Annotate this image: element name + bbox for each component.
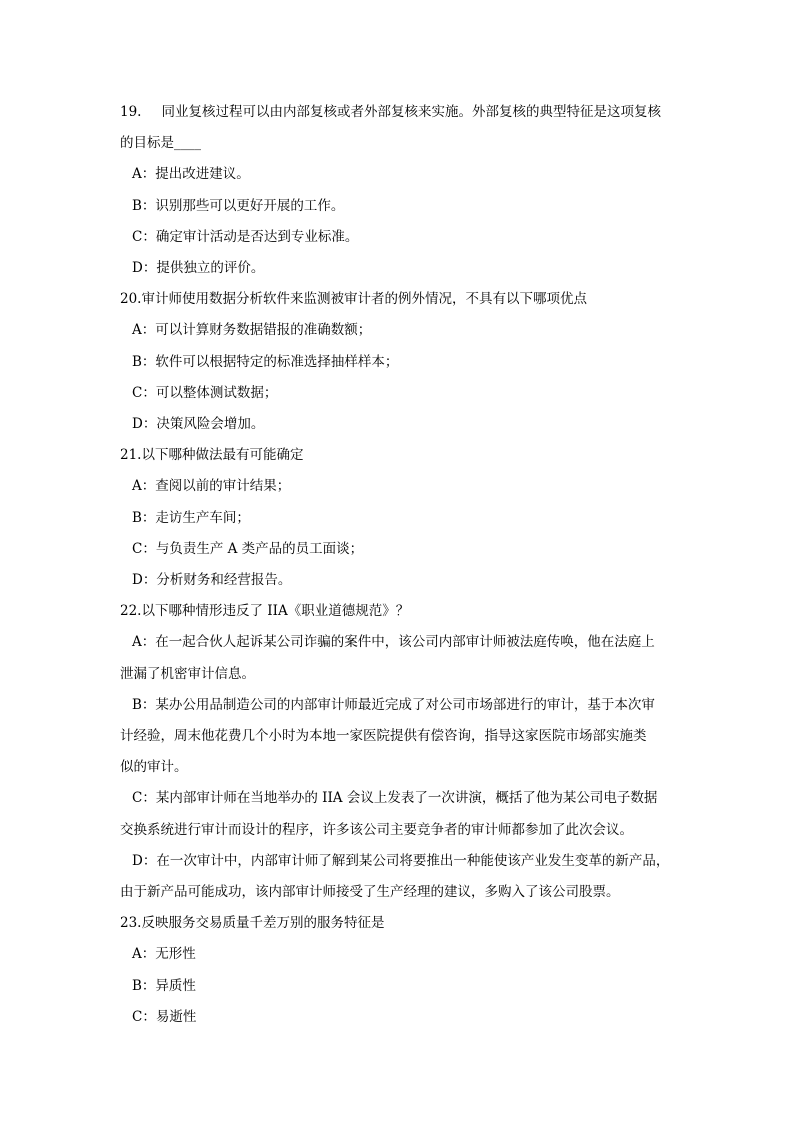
option-a: A：提出改进建议。 bbox=[132, 166, 250, 183]
option-c: C：某内部审计师在当地举办的 IIA 会议上发表了一次讲演，概括了他为某公司电子数据 bbox=[132, 790, 658, 807]
question-stem-line bbox=[120, 97, 686, 128]
option-c: C：与负责生产 A 类产品的员工面谈； bbox=[132, 540, 364, 557]
question-stem-line bbox=[120, 440, 686, 471]
question-stem-text: 以下哪种做法最有可能确定 bbox=[141, 447, 304, 464]
option-b-continuation: 似的审计。 bbox=[120, 759, 188, 776]
option-a: A：在一起合伙人起诉某公司诈骗的案件中，该公司内部审计师被法庭传唤，他在法庭上 bbox=[132, 634, 655, 651]
option-a-continuation: 泄漏了机密审计信息。 bbox=[120, 665, 255, 682]
question-stem-text: 审计师使用数据分析软件来监测被审计者的例外情况，不具有以下哪项优点 bbox=[141, 291, 587, 308]
option-c: C：确定审计活动是否达到专业标准。 bbox=[132, 228, 359, 245]
option-a: A：无形性 bbox=[132, 946, 196, 963]
question-list bbox=[120, 97, 686, 1033]
question-22 bbox=[120, 596, 686, 908]
option-c: C：可以整体测试数据； bbox=[132, 384, 278, 401]
option-d-continuation: 由于新产品可能成功，该内部审计师接受了生产经理的建议，多购入了该公司股票。 bbox=[120, 884, 620, 901]
question-number: 20. bbox=[120, 291, 142, 308]
option-b: B：软件可以根据特定的标准选择抽样样本； bbox=[132, 353, 399, 370]
question-23 bbox=[120, 908, 686, 1033]
question-stem-line: 的目标是____ bbox=[120, 135, 201, 152]
question-number: 23. bbox=[120, 915, 142, 932]
option-d: D：分析财务和经营报告。 bbox=[132, 572, 292, 589]
option-a: A：可以计算财务数据错报的准确数额； bbox=[132, 322, 372, 339]
question-stem-line bbox=[120, 596, 686, 627]
option-c: C：易逝性 bbox=[132, 1008, 197, 1025]
option-a: A：查阅以前的审计结果； bbox=[132, 478, 291, 495]
question-stem-text: 同业复核过程可以由内部复核或者外部复核来实施。外部复核的典型特征是这项复核 bbox=[161, 104, 661, 120]
option-b: B：走访生产车间； bbox=[132, 509, 250, 526]
question-stem-text: 以下哪种情形违反了 IIA《职业道德规范》？ bbox=[141, 603, 410, 620]
question-stem-line bbox=[120, 908, 686, 939]
question-number: 19. bbox=[120, 104, 142, 120]
option-c-continuation: 交换系统进行审计而设计的程序，许多该公司主要竞争者的审计师都参加了此次会议。 bbox=[120, 821, 633, 838]
option-b: B：异质性 bbox=[132, 977, 196, 994]
question-number: 21. bbox=[120, 447, 142, 464]
option-b-continuation: 计经验，周末他花费几个小时为本地一家医院提供有偿咨询，指导这家医院市场部实施类 bbox=[120, 728, 647, 745]
question-21 bbox=[120, 440, 686, 596]
option-b: B：识别那些可以更好开展的工作。 bbox=[132, 197, 345, 214]
option-b: B：某办公用品制造公司的内部审计师最近完成了对公司市场部进行的审计，基于本次审 bbox=[132, 696, 655, 713]
question-19 bbox=[120, 97, 686, 284]
option-d: D：决策风险会增加。 bbox=[132, 416, 265, 433]
question-20 bbox=[120, 284, 686, 440]
question-stem-text: 反映服务交易质量千差万别的服务特征是 bbox=[141, 915, 385, 932]
option-d: D：在一次审计中，内部审计师了解到某公司将要推出一种能使该产业发生变革的新产品， bbox=[132, 852, 670, 869]
question-number: 22. bbox=[120, 603, 142, 620]
option-d: D：提供独立的评价。 bbox=[132, 260, 265, 277]
question-stem-line bbox=[120, 284, 686, 315]
